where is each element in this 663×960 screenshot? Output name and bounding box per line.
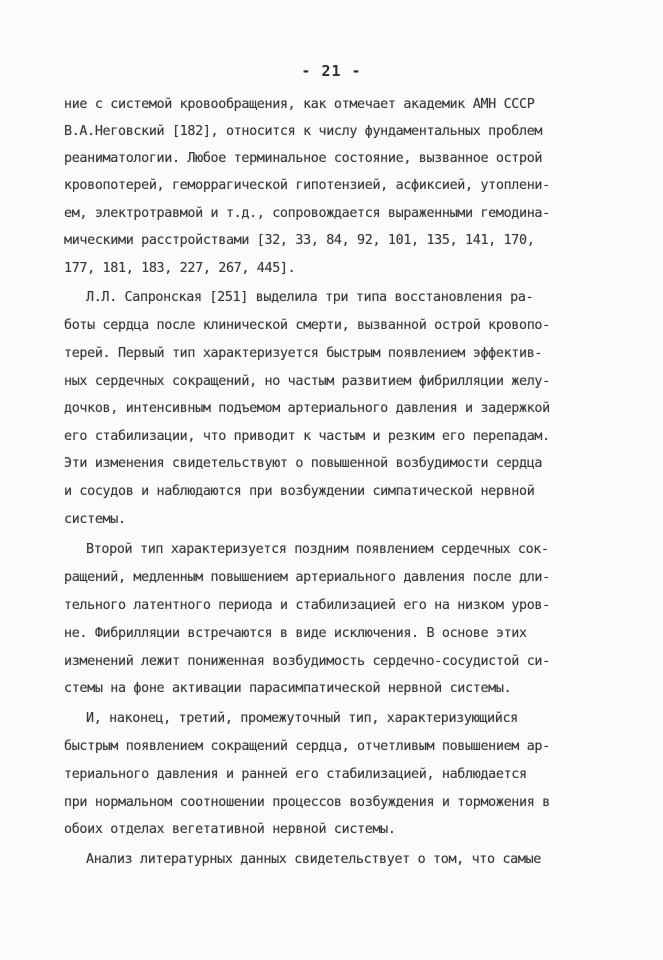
text-line: 177, 181, 183, 227, 267, 445]. [64, 261, 296, 276]
text-line: ращений, медленным повышением артериального давления после дли- [64, 570, 550, 585]
text-line: обоих отделах вегетативной нервной системы. [64, 822, 396, 837]
text-line: терей. Первый тип характеризуется быстрым появлением эффектив- [64, 346, 543, 361]
text-line: Эти изменения свидетельствуют о повышенной возбудимости сердца [64, 456, 543, 471]
text-line: мическими расстройствами [32, 33, 84, 92, 101, 135, 141, 170, [64, 233, 535, 248]
text-line: ем, электротравмой и т.д., сопровождается выраженными гемодина- [64, 206, 550, 221]
text-line: стемы на фоне активации парасимпатической нервной системы. [64, 681, 512, 696]
text-line: Анализ литературных данных свидетельствует о том, что самые [86, 852, 541, 867]
text-line: реаниматологии. Любое терминальное состояние, вызванное острой [64, 151, 543, 166]
text-line: системы. [64, 512, 126, 527]
text-line: изменений лежит пониженная возбудимость сердечно-сосудистой си- [64, 654, 550, 669]
text-line: териального давления и ранней его стабилизацией, наблюдается [64, 767, 527, 782]
text-line: тельного латентного периода и стабилизацией его на низком уров- [64, 598, 550, 613]
text-line: В.А.Неговский [182], относится к числу фундаментальных проблем [64, 124, 543, 139]
text-line: при нормальном соотношении процессов возбуждения и торможения в [64, 795, 550, 810]
text-line: не. Фибрилляции встречаются в виде исключения. В основе этих [64, 626, 527, 641]
text-line: боты сердца после клинической смерти, вызванной острой кровопо- [64, 318, 550, 333]
text-line: кровопотерей, геморрагической гипотензией, асфиксией, утоплени- [64, 178, 550, 193]
text-line: ных сердечных сокращений, но частым развитием фибрилляции желу- [64, 374, 550, 389]
text-line: Л.Л. Сапронская [251] выделила три типа восстановления ра- [86, 290, 534, 305]
page-number: - 21 - [301, 62, 362, 80]
text-line: Второй тип характеризуется поздним появлением сердечных сок- [86, 542, 549, 557]
text-line: И, наконец, третий, промежуточный тип, характеризующийся [86, 711, 518, 726]
text-line: и сосудов и наблюдаются при возбуждении симпатической нервной [64, 484, 535, 499]
text-line: дочков, интенсивным подъемом артериального давления и задержкой [64, 401, 550, 416]
text-line: ние с системой кровообращения, как отмечает академик АМН СССР [64, 97, 535, 112]
text-line: его стабилизации, что приводит к частым и резким его перепадам. [64, 429, 550, 444]
text-line: быстрым появлением сокращений сердца, отчетливым повышением ар- [64, 739, 550, 754]
